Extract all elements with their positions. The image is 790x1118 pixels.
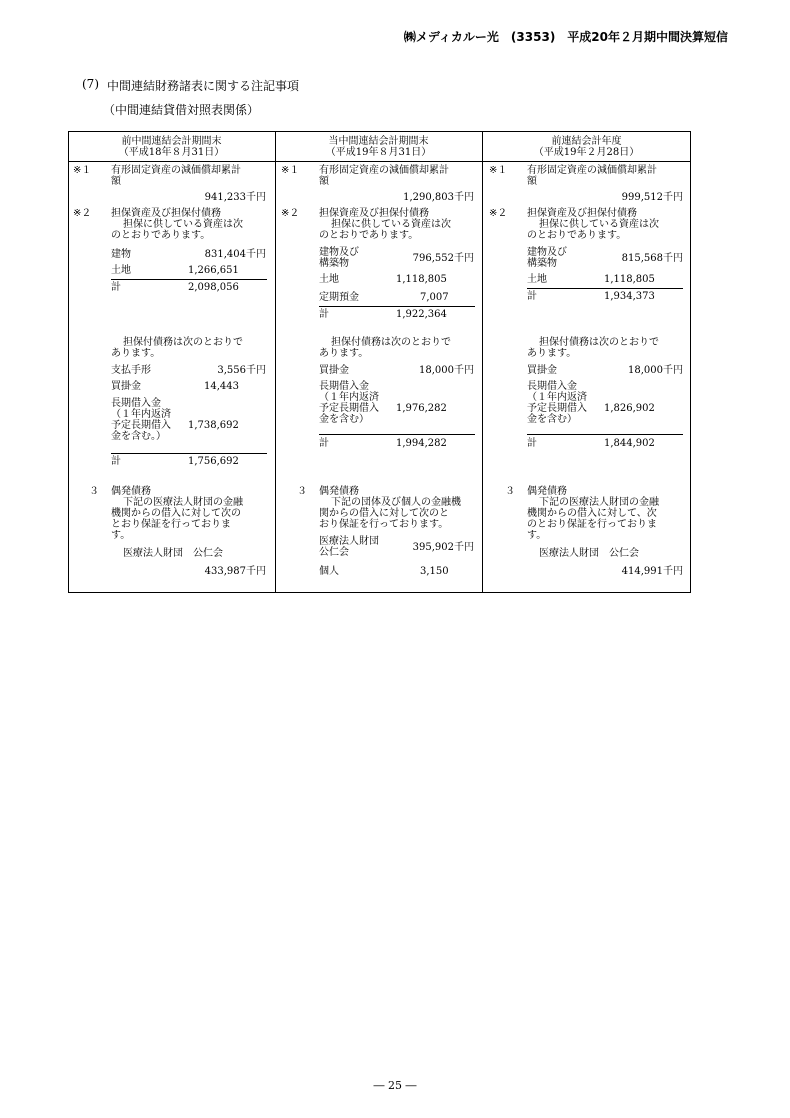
col1-debt-desc: 担保付債務は次のとおりで xyxy=(123,337,243,348)
col2-asset-value: 796,552千円 xyxy=(412,253,474,264)
subtotal-line xyxy=(527,288,683,289)
col2-debt-desc-cont: あります。 xyxy=(319,348,369,359)
col2-note1-value: 1,290,803千円 xyxy=(403,192,474,203)
col3-asset-label: 建物及び xyxy=(527,247,567,258)
col3-note2-desc-cont: のとおりであります。 xyxy=(527,230,627,241)
col2-note3-title: 偶発債務 xyxy=(319,486,359,497)
col1-debt-label: 買掛金 xyxy=(111,381,141,392)
col2-debt-value: 1,976,282 xyxy=(396,403,447,414)
col2-note1-title-cont: 額 xyxy=(319,176,329,187)
col3-asset-value: 1,118,805 xyxy=(604,274,655,285)
col2-note3-desc-cont: 関からの借入に対して次のと xyxy=(319,508,449,519)
col3-note2-desc: 担保に供している資産は次 xyxy=(539,219,659,230)
col1-asset-total-value: 2,098,056 xyxy=(188,282,239,293)
col2-debt-label-cont: 金を含む） xyxy=(319,414,369,425)
col3-debt-total-label: 計 xyxy=(527,438,537,449)
col1-note3-desc-cont: す。 xyxy=(111,530,131,541)
page-number: ― 25 ― xyxy=(373,1079,417,1092)
col1-guarantee-value: 433,987千円 xyxy=(204,566,266,577)
col1-note3-desc: 下記の医療法人財団の金融 xyxy=(123,497,243,508)
col2-note2-title: 担保資産及び担保付債務 xyxy=(319,208,429,219)
subtotal-line xyxy=(111,279,267,280)
section-subtitle: （中間連結貸借対照表関係） xyxy=(103,103,260,117)
section-number: (7) xyxy=(82,77,99,91)
col2-debt-label-cont: 予定長期借入 xyxy=(319,403,379,414)
col3-guarantee-label: 医療法人財団 公仁会 xyxy=(539,548,639,559)
col1-debt-desc-cont: あります。 xyxy=(111,348,161,359)
col1-guarantee-label: 医療法人財団 公仁会 xyxy=(123,548,223,559)
col2-asset-label: 建物及び xyxy=(319,247,359,258)
col1-note3-desc-cont: 機関からの借入に対して次の xyxy=(111,508,241,519)
col1-asset-label: 建物 xyxy=(111,249,131,260)
col2-asset-value: 7,007 xyxy=(420,292,449,303)
col1-debt-value: 14,443 xyxy=(204,381,239,392)
col3-asset-total-label: 計 xyxy=(527,291,537,302)
col1-debt-value: 3,556千円 xyxy=(217,365,266,376)
column-3-title: 前連結会計年度 xyxy=(551,136,622,147)
note-mark-2: ※２ xyxy=(73,208,92,219)
col2-debt-label: 長期借入金 xyxy=(319,381,369,392)
col3-note1-title-cont: 額 xyxy=(527,176,537,187)
col1-debt-label-cont: 予定長期借入 xyxy=(111,420,171,431)
col1-note2-title: 担保資産及び担保付債務 xyxy=(111,208,221,219)
col2-guarantee-label: 医療法人財団 xyxy=(319,536,379,547)
col1-note1-title: 有形固定資産の減価償却累計 xyxy=(111,165,241,176)
col2-debt-label-cont: （１年内返済 xyxy=(319,392,379,403)
note-mark-1: ※１ xyxy=(489,165,508,176)
column-1-title: 前中間連結会計期間末 xyxy=(121,136,222,147)
col2-asset-label: 土地 xyxy=(319,274,339,285)
col1-asset-total-label: 計 xyxy=(111,282,121,293)
col3-note1-title: 有形固定資産の減価償却累計 xyxy=(527,165,657,176)
col2-asset-total-value: 1,922,364 xyxy=(396,309,447,320)
col3-note2-title: 担保資産及び担保付債務 xyxy=(527,208,637,219)
col2-note3-desc-cont: おり保証を行っております。 xyxy=(319,519,449,530)
col2-debt-label: 買掛金 xyxy=(319,365,349,376)
col1-asset-label: 土地 xyxy=(111,265,131,276)
col1-note1-value: 941,233千円 xyxy=(204,192,266,203)
subtotal-line xyxy=(111,453,267,454)
col3-asset-label-cont: 構築物 xyxy=(527,258,557,269)
col3-note3-desc-cont: のとおり保証を行っておりま xyxy=(527,519,657,530)
col3-debt-label-cont: 予定長期借入 xyxy=(527,403,587,414)
col3-note1-value: 999,512千円 xyxy=(621,192,683,203)
col2-note3-desc: 下記の団体及び個人の金融機 xyxy=(331,497,461,508)
header-row-divider xyxy=(68,161,691,162)
col3-debt-total-value: 1,844,902 xyxy=(604,438,655,449)
note-mark-3: ３ xyxy=(297,486,307,497)
col1-asset-value: 1,266,651 xyxy=(188,265,239,276)
col3-debt-desc-cont: あります。 xyxy=(527,348,577,359)
col1-debt-label-cont: （１年内返済 xyxy=(111,409,171,420)
col2-debt-value: 18,000千円 xyxy=(419,365,474,376)
subtotal-line xyxy=(319,306,475,307)
col1-debt-label: 支払手形 xyxy=(111,365,151,376)
col3-debt-label: 長期借入金 xyxy=(527,381,577,392)
col3-asset-label: 土地 xyxy=(527,274,547,285)
subtotal-line xyxy=(527,434,683,435)
col2-asset-label: 定期預金 xyxy=(319,292,359,303)
note-mark-2: ※２ xyxy=(489,208,508,219)
column-divider xyxy=(275,131,276,593)
col1-note1-title-cont: 額 xyxy=(111,176,121,187)
col2-guarantee-label: 個人 xyxy=(319,566,339,577)
col1-debt-value: 1,738,692 xyxy=(188,420,239,431)
col2-asset-value: 1,118,805 xyxy=(396,274,447,285)
col1-note2-desc-cont: のとおりであります。 xyxy=(111,230,211,241)
col3-debt-label: 買掛金 xyxy=(527,365,557,376)
col3-asset-value: 815,568千円 xyxy=(621,253,683,264)
col2-debt-total-value: 1,994,282 xyxy=(396,438,447,449)
col3-note3-title: 偶発債務 xyxy=(527,486,567,497)
col1-asset-value: 831,404千円 xyxy=(204,249,266,260)
note-mark-1: ※１ xyxy=(73,165,92,176)
col2-asset-total-label: 計 xyxy=(319,309,329,320)
col3-guarantee-value: 414,991千円 xyxy=(621,566,683,577)
col3-note3-desc-cont: 機関からの借入に対して、次 xyxy=(527,508,657,519)
section-title: 中間連結財務諸表に関する注記事項 xyxy=(107,79,300,93)
col3-debt-value: 1,826,902 xyxy=(604,403,655,414)
col1-debt-total-value: 1,756,692 xyxy=(188,456,239,467)
col1-note3-desc-cont: とおり保証を行っておりま xyxy=(111,519,231,530)
col3-debt-label-cont: （１年内返済 xyxy=(527,392,587,403)
note-mark-2: ※２ xyxy=(281,208,300,219)
col2-guarantee-value: 3,150 xyxy=(420,566,449,577)
column-2-date: （平成19年８月31日） xyxy=(325,147,432,158)
column-2-title: 当中間連結会計期間末 xyxy=(328,136,429,147)
col1-debt-label-cont: 金を含む。） xyxy=(111,431,166,442)
col2-guarantee-value: 395,902千円 xyxy=(412,542,474,553)
col3-debt-desc: 担保付債務は次のとおりで xyxy=(539,337,659,348)
col3-debt-label-cont: 金を含む） xyxy=(527,414,577,425)
subtotal-line xyxy=(319,434,475,435)
column-divider xyxy=(482,131,483,593)
col1-debt-total-label: 計 xyxy=(111,456,121,467)
col3-asset-total-value: 1,934,373 xyxy=(604,291,655,302)
col3-debt-value: 18,000千円 xyxy=(628,365,683,376)
column-3-date: （平成19年２月28日） xyxy=(533,147,640,158)
col2-note1-title: 有形固定資産の減価償却累計 xyxy=(319,165,449,176)
col1-debt-label: 長期借入金 xyxy=(111,398,161,409)
col2-note2-desc: 担保に供している資産は次 xyxy=(331,219,451,230)
col1-note3-title: 偶発債務 xyxy=(111,486,151,497)
document-header: ㈱メディカルー光 (3353) 平成20年２月期中間決算短信 xyxy=(403,30,728,44)
col2-note2-desc-cont: のとおりであります。 xyxy=(319,230,419,241)
note-mark-3: ３ xyxy=(89,486,99,497)
col3-note3-desc-cont: す。 xyxy=(527,530,547,541)
note-mark-1: ※１ xyxy=(281,165,300,176)
col2-debt-total-label: 計 xyxy=(319,438,329,449)
column-1-date: （平成18年８月31日） xyxy=(118,147,225,158)
note-mark-3: ３ xyxy=(505,486,515,497)
col2-guarantee-label-cont: 公仁会 xyxy=(319,547,349,558)
col2-debt-desc: 担保付債務は次のとおりで xyxy=(331,337,451,348)
col2-asset-label-cont: 構築物 xyxy=(319,258,349,269)
col1-note2-desc: 担保に供している資産は次 xyxy=(123,219,243,230)
col3-note3-desc: 下記の医療法人財団の金融 xyxy=(539,497,659,508)
